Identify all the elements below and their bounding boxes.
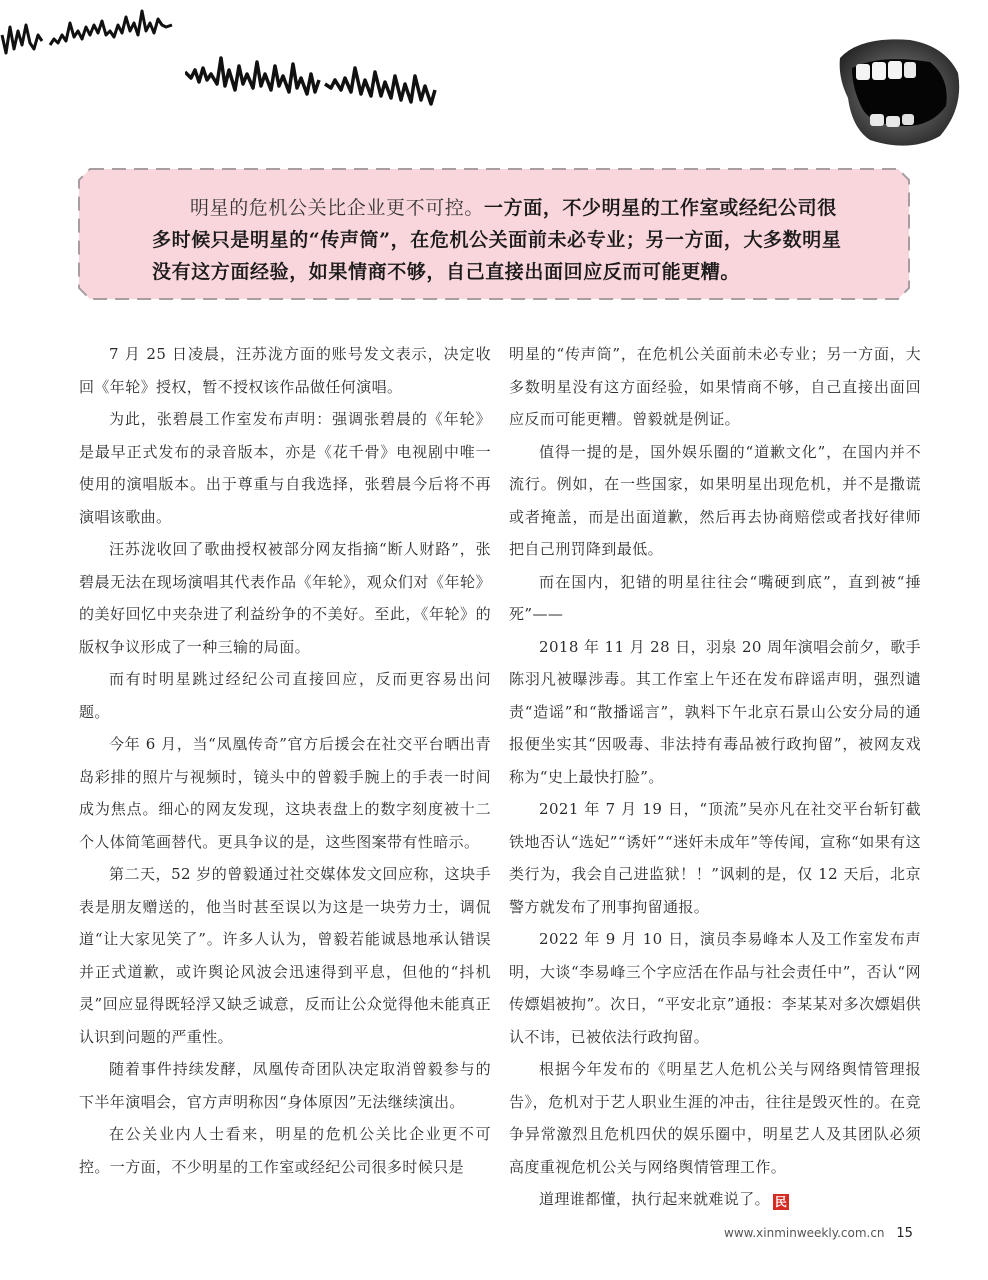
pullquote-lead: 明星的危机公关比企业更不可控。 bbox=[190, 197, 485, 219]
article-paragraph: 第二天，52 岁的曾毅通过社交媒体发文回应称，这块手表是朋友赠送的，他当时甚至误以为这是一块劳力士，调侃道“让大家见笑了”。许多人认为，曾毅若能诚恳地承认错误并正式道歉，或许舆论风波会迅速得到平息，但他的“抖机灵”回应显得既轻浮又缺乏诚意，反而让公众觉得他未能真正认识到问题的严重性。 bbox=[79, 865, 491, 1046]
article-closing-paragraph bbox=[509, 1183, 921, 1216]
article-paragraph: 2021 年 7 月 19 日，“顶流”吴亦凡在社交平台斩钉截铁地否认“选妃”“诱奸”“迷奸未成年”等传闻，宣称“如果有这类行为，我会自己进监狱！！”讽刺的是，仅 12 天后，北京警方就发布了刑事拘留通报。 bbox=[509, 800, 921, 916]
article-paragraph: 而有时明星跳过经纪公司直接回应，反而更容易出问题。 bbox=[79, 670, 491, 721]
pullquote-box bbox=[78, 168, 910, 300]
article-paragraph: 今年 6 月，当“凤凰传奇”官方后援会在社交平台晒出青岛彩排的照片与视频时，镜头中的曾毅手腕上的手表一时间成为焦点。细心的网友发现，这块表盘上的数字刻度被十二个人体简笔画替代。更具争议的是，这些图案带有性暗示。 bbox=[79, 735, 491, 851]
article-paragraph: 汪苏泷收回了歌曲授权被部分网友指摘“断人财路”，张碧晨无法在现场演唱其代表作品《年轮》，观众们对《年轮》的美好回忆中夹杂进了利益纷争的不美好。至此，《年轮》的版权争议形成了一种三输的局面。 bbox=[79, 540, 491, 656]
article-paragraph-continuation: 明星的“传声筒”，在危机公关面前未必专业；另一方面，大多数明星没有这方面经验，如果情商不够，自己直接出面回应反而可能更糟。曾毅就是例证。 bbox=[509, 345, 921, 428]
article-column-right bbox=[509, 338, 921, 1216]
page-number: 15 bbox=[896, 1226, 913, 1241]
open-mouth-shouting-icon bbox=[830, 28, 980, 153]
article-paragraph: 值得一提的是，国外娱乐圈的“道歉文化”，在国内并不流行。例如，在一些国家，如果明星出现危机，并不是撒谎或者掩盖，而是出面道歉，然后再去协商赔偿或者找好律师把自己刑罚降到最低。 bbox=[509, 442, 921, 558]
article-paragraph: 根据今年发布的《明星艺人危机公关与网络舆情管理报告》，危机对于艺人职业生涯的冲击，往往是毁灭性的。在竞争异常激烈且危机四伏的娱乐圈中，明星艺人及其团队必须高度重视危机公关与网络舆情管理工作。 bbox=[509, 1060, 921, 1176]
footer-url[interactable]: www.xinminweekly.com.cn bbox=[724, 1226, 885, 1240]
pullquote-bold: 一方面，不少明星的工作室或经纪公司很多时候只是明星的“传声筒”，在危机公关面前未必专业；另一方面，大多数明星没有这方面经验，如果情商不够，自己直接出面回应反而可能更糟。 bbox=[152, 197, 842, 283]
article-paragraph: 7 月 25 日凌晨，汪苏泷方面的账号发文表示，决定收回《年轮》授权，暂不授权该作品做任何演唱。 bbox=[79, 345, 491, 396]
page-footer bbox=[724, 1226, 913, 1241]
scribble-line-decoration bbox=[185, 50, 825, 120]
article-paragraph: 在公关业内人士看来，明星的危机公关比企业更不可控。一方面，不少明星的工作室或经纪公司很多时候只是 bbox=[79, 1125, 491, 1176]
article-paragraph: 而在国内，犯错的明星往往会“嘴硬到底”，直到被“捶死”—— bbox=[509, 572, 921, 623]
closing-text: 道理谁都懂，执行起来就难说了。 bbox=[539, 1190, 771, 1208]
article-paragraph: 2018 年 11 月 28 日，羽泉 20 周年演唱会前夕，歌手陈羽凡被曝涉毒。其工作室上午还在发布辟谣声明，强烈谴责“造谣”和“散播谣言”，孰料下午北京石景山公安分局的通报便坐实其“因吸毒、非法持有毒品被行政拘留”，被网友戏称为“史上最快打脸”。 bbox=[509, 637, 922, 786]
min-weekly-end-mark-icon: 民 bbox=[774, 1195, 788, 1209]
article-paragraph: 为此，张碧晨工作室发布声明：强调张碧晨的《年轮》是最早正式发布的录音版本，亦是《花千骨》电视剧中唯一使用的演唱版本。出于尊重与自我选择，张碧晨今后将不再演唱该歌曲。 bbox=[79, 410, 491, 526]
article-column-left bbox=[79, 338, 491, 1183]
article-paragraph: 2022 年 9 月 10 日，演员李易峰本人及工作室发布声明，大谈“李易峰三个字应活在作品与社会责任中”，否认“网传嫖娼被拘”。次日，“平安北京”通报：李某某对多次嫖娼供认不讳，已被依法行政拘留。 bbox=[509, 930, 921, 1046]
pullquote-text bbox=[152, 192, 852, 288]
article-paragraph: 随着事件持续发酵，凤凰传奇团队决定取消曾毅参与的下半年演唱会，官方声明称因“身体原因”无法继续演出。 bbox=[79, 1060, 491, 1111]
